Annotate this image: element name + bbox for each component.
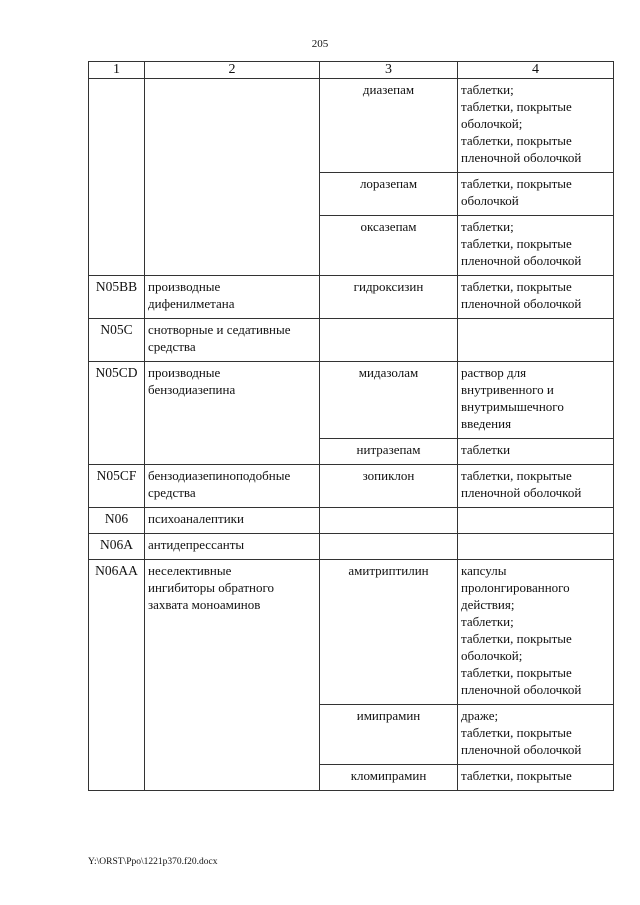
dosage-form-cell bbox=[458, 465, 614, 508]
atc-code-cell: N05BB bbox=[89, 276, 145, 319]
dosage-form-line: таблетки, покрытые bbox=[461, 665, 572, 680]
dosage-form-line: капсулы bbox=[461, 563, 507, 578]
group-name-line: дифенилметана bbox=[148, 296, 235, 311]
dosage-form-cell bbox=[458, 276, 614, 319]
dosage-form-cell bbox=[458, 765, 614, 791]
table-row bbox=[89, 319, 614, 362]
group-name-line: ингибиторы обратного bbox=[148, 580, 274, 595]
dosage-form-line: пленочной оболочкой bbox=[461, 253, 582, 268]
dosage-form-cell bbox=[458, 173, 614, 216]
group-name-cell bbox=[145, 508, 320, 534]
drug-name-cell bbox=[320, 319, 458, 362]
dosage-form-line: пленочной оболочкой bbox=[461, 296, 582, 311]
dosage-form-line: таблетки, покрытые bbox=[461, 725, 572, 740]
header-col-1: 1 bbox=[89, 62, 145, 79]
dosage-form-cell bbox=[458, 560, 614, 705]
group-name-line: психоаналептики bbox=[148, 511, 244, 526]
dosage-form-line: раствор для bbox=[461, 365, 527, 380]
table-row bbox=[89, 362, 614, 439]
group-name-line: неселективные bbox=[148, 563, 232, 578]
dosage-form-line: таблетки, покрытые bbox=[461, 631, 572, 646]
drug-name-cell bbox=[320, 508, 458, 534]
drug-name-cell: зопиклон bbox=[320, 465, 458, 508]
dosage-form-line: пленочной оболочкой bbox=[461, 150, 582, 165]
dosage-form-cell bbox=[458, 705, 614, 765]
dosage-form-line: таблетки, покрытые bbox=[461, 468, 572, 483]
dosage-form-line: таблетки, покрытые bbox=[461, 133, 572, 148]
drug-name-cell: амитриптилин bbox=[320, 560, 458, 705]
table-row bbox=[89, 560, 614, 705]
dosage-form-line: таблетки, покрытые bbox=[461, 768, 572, 783]
drug-name-cell bbox=[320, 534, 458, 560]
drug-name-cell: гидроксизин bbox=[320, 276, 458, 319]
group-name-line: производные bbox=[148, 365, 221, 380]
dosage-form-line: оболочкой; bbox=[461, 116, 523, 131]
dosage-form-cell bbox=[458, 439, 614, 465]
dosage-form-line: таблетки, покрытые bbox=[461, 99, 572, 114]
dosage-form-line: внутривенного и bbox=[461, 382, 554, 397]
group-name-cell bbox=[145, 362, 320, 465]
dosage-form-line: оболочкой; bbox=[461, 648, 523, 663]
dosage-form-line: внутримышечного bbox=[461, 399, 564, 414]
group-name-line: средства bbox=[148, 485, 196, 500]
table-row bbox=[89, 465, 614, 508]
group-name-line: захвата моноаминов bbox=[148, 597, 261, 612]
atc-code-cell: N06AA bbox=[89, 560, 145, 791]
dosage-form-line: пленочной оболочкой bbox=[461, 742, 582, 757]
atc-code-cell: N05CF bbox=[89, 465, 145, 508]
group-name-line: бензодиазепина bbox=[148, 382, 236, 397]
dosage-form-line: действия; bbox=[461, 597, 515, 612]
group-name-cell bbox=[145, 560, 320, 791]
dosage-form-line: таблетки, покрытые bbox=[461, 236, 572, 251]
atc-code-cell: N06 bbox=[89, 508, 145, 534]
drug-name-cell: лоразепам bbox=[320, 173, 458, 216]
dosage-form-cell bbox=[458, 79, 614, 173]
group-name-line: снотворные и седативные bbox=[148, 322, 291, 337]
dosage-form-cell bbox=[458, 319, 614, 362]
group-name-cell bbox=[145, 79, 320, 276]
group-name-line: антидепрессанты bbox=[148, 537, 245, 552]
atc-code-cell: N05C bbox=[89, 319, 145, 362]
dosage-form-line: таблетки, покрытые bbox=[461, 176, 572, 191]
page-number: 205 bbox=[311, 38, 329, 50]
dosage-form-line: таблетки; bbox=[461, 219, 514, 234]
dosage-form-cell bbox=[458, 216, 614, 276]
group-name-line: средства bbox=[148, 339, 196, 354]
header-col-2: 2 bbox=[145, 62, 320, 79]
dosage-form-cell bbox=[458, 362, 614, 439]
atc-code-cell: N06A bbox=[89, 534, 145, 560]
group-name-cell bbox=[145, 534, 320, 560]
drug-name-cell: нитразепам bbox=[320, 439, 458, 465]
group-name-cell bbox=[145, 319, 320, 362]
dosage-form-line: таблетки bbox=[461, 442, 511, 457]
dosage-form-line: таблетки; bbox=[461, 82, 514, 97]
dosage-form-line: пленочной оболочкой bbox=[461, 485, 582, 500]
dosage-form-cell bbox=[458, 508, 614, 534]
dosage-form-line: таблетки; bbox=[461, 614, 514, 629]
dosage-form-cell bbox=[458, 534, 614, 560]
drug-table bbox=[88, 61, 614, 791]
group-name-line: бензодиазепиноподобные bbox=[148, 468, 291, 483]
dosage-form-line: драже; bbox=[461, 708, 499, 723]
dosage-form-line: пролонгированного bbox=[461, 580, 570, 595]
atc-code-cell bbox=[89, 79, 145, 276]
header-row bbox=[89, 62, 614, 79]
drug-name-cell: диазепам bbox=[320, 79, 458, 173]
table-row bbox=[89, 508, 614, 534]
dosage-form-line: оболочкой bbox=[461, 193, 519, 208]
atc-code-cell: N05CD bbox=[89, 362, 145, 465]
file-path-footer: Y:\ORST\Ppo\1221p370.f20.docx bbox=[88, 857, 218, 867]
header-col-3: 3 bbox=[320, 62, 458, 79]
group-name-cell bbox=[145, 276, 320, 319]
dosage-form-line: введения bbox=[461, 416, 512, 431]
group-name-cell bbox=[145, 465, 320, 508]
table-row bbox=[89, 534, 614, 560]
dosage-form-line: пленочной оболочкой bbox=[461, 682, 582, 697]
table-row bbox=[89, 79, 614, 173]
drug-name-cell: имипрамин bbox=[320, 705, 458, 765]
table-row bbox=[89, 276, 614, 319]
header-col-4: 4 bbox=[458, 62, 614, 79]
drug-name-cell: кломипрамин bbox=[320, 765, 458, 791]
group-name-line: производные bbox=[148, 279, 221, 294]
drug-name-cell: мидазолам bbox=[320, 362, 458, 439]
dosage-form-line: таблетки, покрытые bbox=[461, 279, 572, 294]
drug-name-cell: оксазепам bbox=[320, 216, 458, 276]
